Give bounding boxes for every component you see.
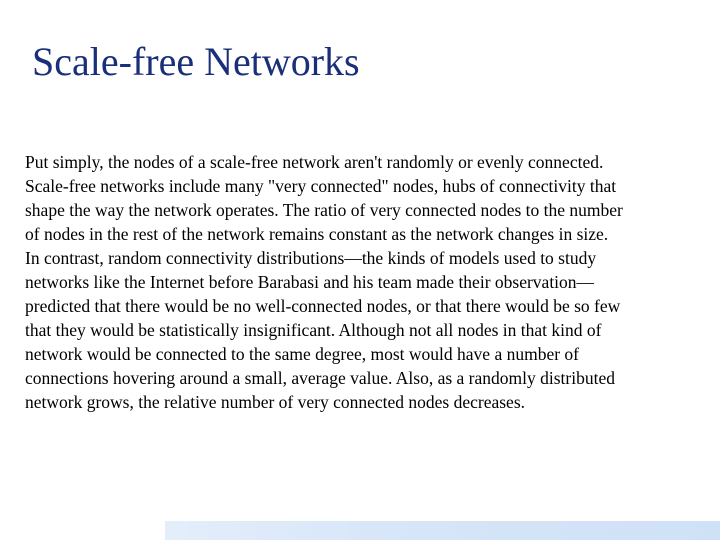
body-line: shape the way the network operates. The ratio of very connected nodes to the number xyxy=(25,200,623,220)
body-line: network grows, the relative number of very connected nodes decreases. xyxy=(25,392,526,412)
slide-title: Scale-free Networks xyxy=(32,39,360,84)
body-line: In contrast, random connectivity distributions—the kinds of models used to study xyxy=(25,248,597,268)
body-line: network would be connected to the same degree, most would have a number of xyxy=(25,344,579,364)
body-line: of nodes in the rest of the network remains constant as the network changes in size. xyxy=(25,224,609,244)
body-paragraph xyxy=(25,150,715,414)
body-line: Put simply, the nodes of a scale-free network aren't randomly or evenly connected. xyxy=(25,152,604,172)
body-line: connections hovering around a small, average value. Also, as a randomly distributed xyxy=(25,368,615,388)
body-line: networks like the Internet before Barabasi and his team made their observation— xyxy=(25,272,595,292)
body-line: Scale-free networks include many "very connected" nodes, hubs of connectivity that xyxy=(25,176,617,196)
footer-gradient-band xyxy=(165,521,720,540)
body-line: predicted that there would be no well-connected nodes, or that there would be so few xyxy=(25,296,621,316)
body-line: that they would be statistically insignificant. Although not all nodes in that kind of xyxy=(25,320,602,340)
